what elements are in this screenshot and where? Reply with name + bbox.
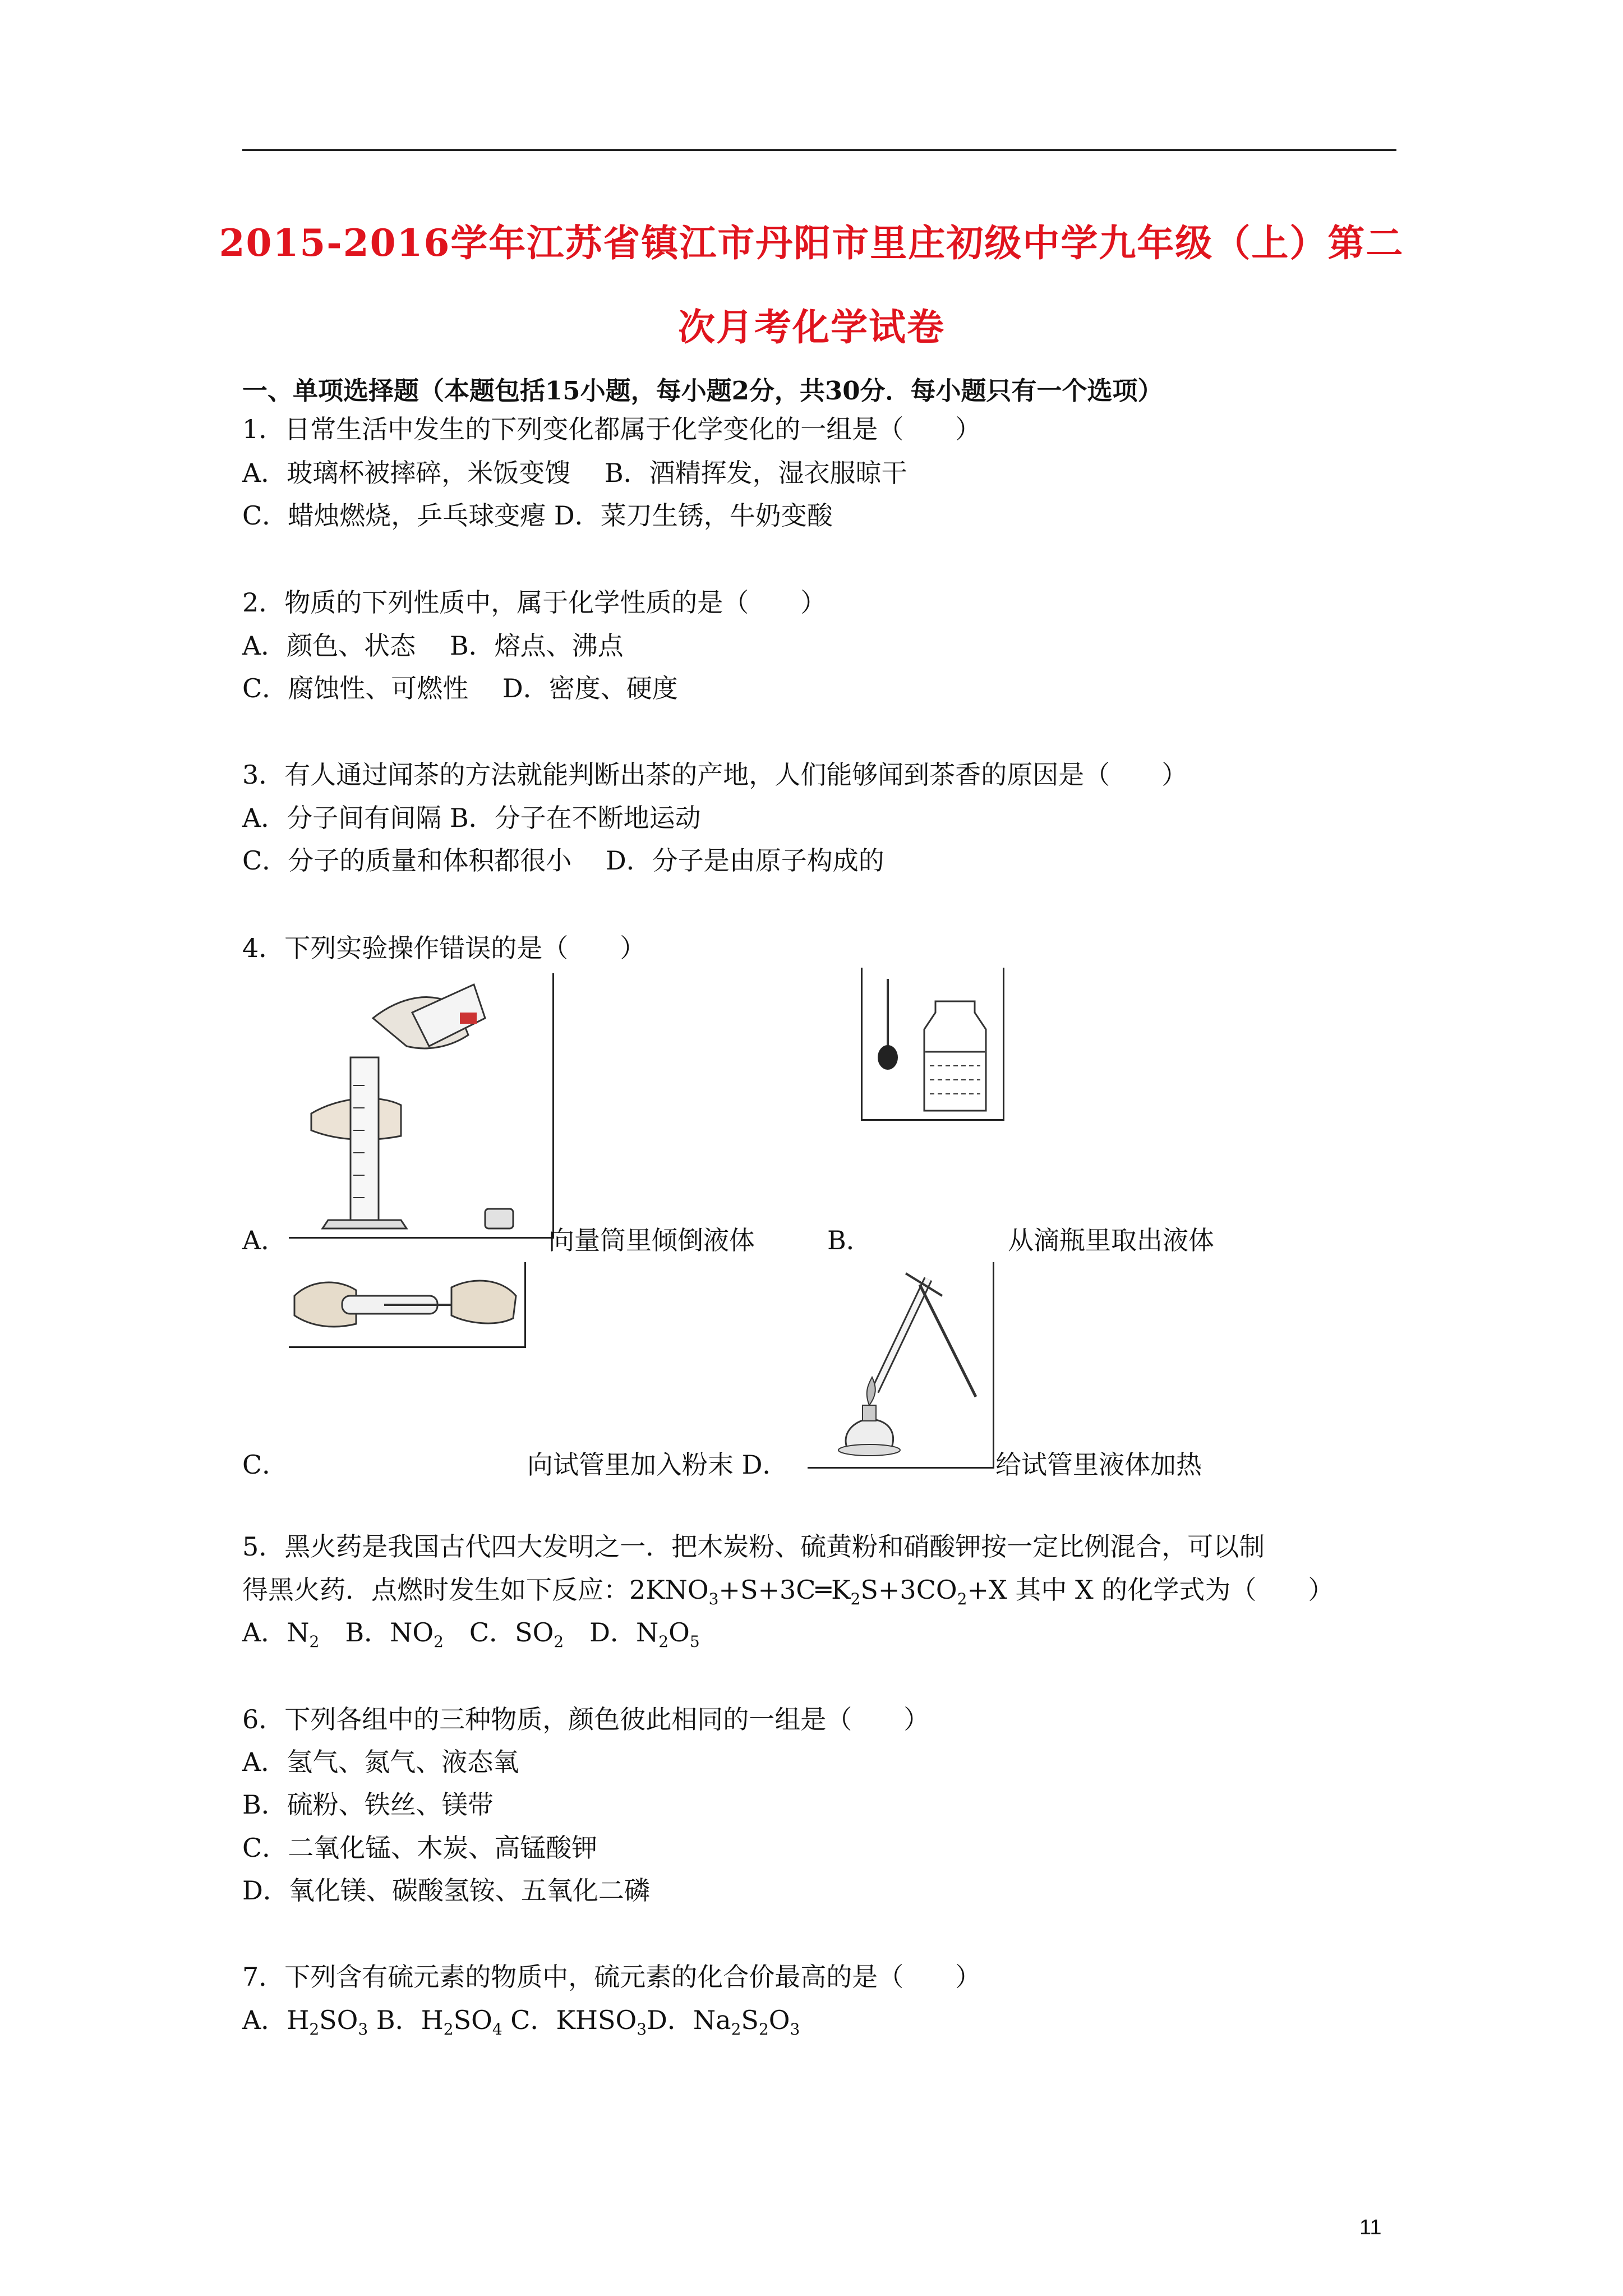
dropper-bottle-illustration: [863, 968, 1003, 1119]
q4-option-d-text: 给试管里液体加热: [995, 1450, 1202, 1480]
q6-option-b: B．硫粉、铁丝、镁带: [242, 1789, 494, 1820]
q4-option-b-text: 从滴瓶里取出液体: [1008, 1225, 1214, 1255]
adding-powder-illustration: [289, 1262, 524, 1346]
q2-options-cd: C．腐蚀性、可燃性 D．密度、硬度: [242, 673, 678, 703]
q1-options-cd: C．蜡烛燃烧，乒乓球变瘪 D．菜刀生锈，牛奶变酸: [242, 500, 833, 531]
q5-stem-line1: 5．黑火药是我国古代四大发明之一．把木炭粉、硫黄粉和硝酸钾按一定比例混合，可以制: [242, 1531, 1265, 1562]
pouring-cylinder-illustration: [289, 973, 552, 1237]
heating-test-tube-illustration: [808, 1262, 993, 1467]
q4-option-c-label: C．: [242, 1450, 288, 1480]
figure-heating-test-tube: [808, 1262, 994, 1469]
q1-options-ab: A．玻璃杯被摔碎，米饭变馊 B．酒精挥发，湿衣服晾干: [242, 458, 907, 488]
q3-options-ab: A．分子间有间隔 B．分子在不断地运动: [242, 803, 701, 833]
page-number: 11: [1359, 2216, 1382, 2239]
header-rule: [242, 149, 1396, 151]
figure-pouring-cylinder: [289, 973, 554, 1239]
q2-options-ab: A．颜色、状态 B．熔点、沸点: [242, 631, 624, 661]
exam-title-line2: 次月考化学试卷: [678, 305, 945, 349]
q2-stem: 2．物质的下列性质中，属于化学性质的是（ ）: [242, 587, 827, 618]
q4-option-b-label: B．: [827, 1225, 872, 1255]
q1-stem: 1．日常生活中发生的下列变化都属于化学变化的一组是（ ）: [242, 414, 981, 444]
q4-option-a-label: A．: [242, 1225, 287, 1255]
q6-stem: 6．下列各组中的三种物质，颜色彼此相同的一组是（ ）: [242, 1704, 930, 1734]
q7-stem: 7．下列含有硫元素的物质中，硫元素的化合价最高的是（ ）: [242, 1962, 981, 1992]
q3-stem: 3．有人通过闻茶的方法就能判断出茶的产地，人们能够闻到茶香的原因是（ ）: [242, 760, 1188, 790]
section-heading: 一、单项选择题（本题包括15小题，每小题2分，共30分．每小题只有一个选项）: [242, 376, 1163, 406]
q4-stem: 4．下列实验操作错误的是（ ）: [242, 933, 646, 963]
q7-options: A．$H_2SO_3$ B．$H_2SO_4$ C．$KHSO_3D$．$Na_2S_2O_3$: [242, 2005, 800, 2039]
figure-dropper-bottle: [861, 968, 1004, 1121]
exam-title-line1: 2015-2016学年江苏省镇江市丹阳市里庄初级中学九年级（上）第二: [219, 221, 1404, 265]
q6-option-d: D．氧化镁、碳酸氢铵、五氧化二磷: [242, 1875, 650, 1906]
q5-stem-line2: 得黑火药．点燃时发生如下反应：$2KNO_3+S+3C═K_2S+3CO_2+X$ 其中 X 的化学式为（ ）: [242, 1575, 1334, 1609]
q4-option-c-text: 向试管里加入粉末 D．: [527, 1450, 789, 1480]
q4-option-a-text: 向量筒里倾倒液体: [548, 1225, 755, 1255]
q5-options: A．$N_2$ B．$NO_2$ C．$SO_2$ D．$N_2O_5$: [242, 1617, 700, 1651]
figure-adding-powder: [289, 1262, 526, 1348]
q6-option-c: C．二氧化锰、木炭、高锰酸钾: [242, 1833, 598, 1863]
q3-options-cd: C．分子的质量和体积都很小 D．分子是由原子构成的: [242, 845, 884, 876]
q6-option-a: A．氢气、氮气、液态氧: [242, 1747, 519, 1777]
